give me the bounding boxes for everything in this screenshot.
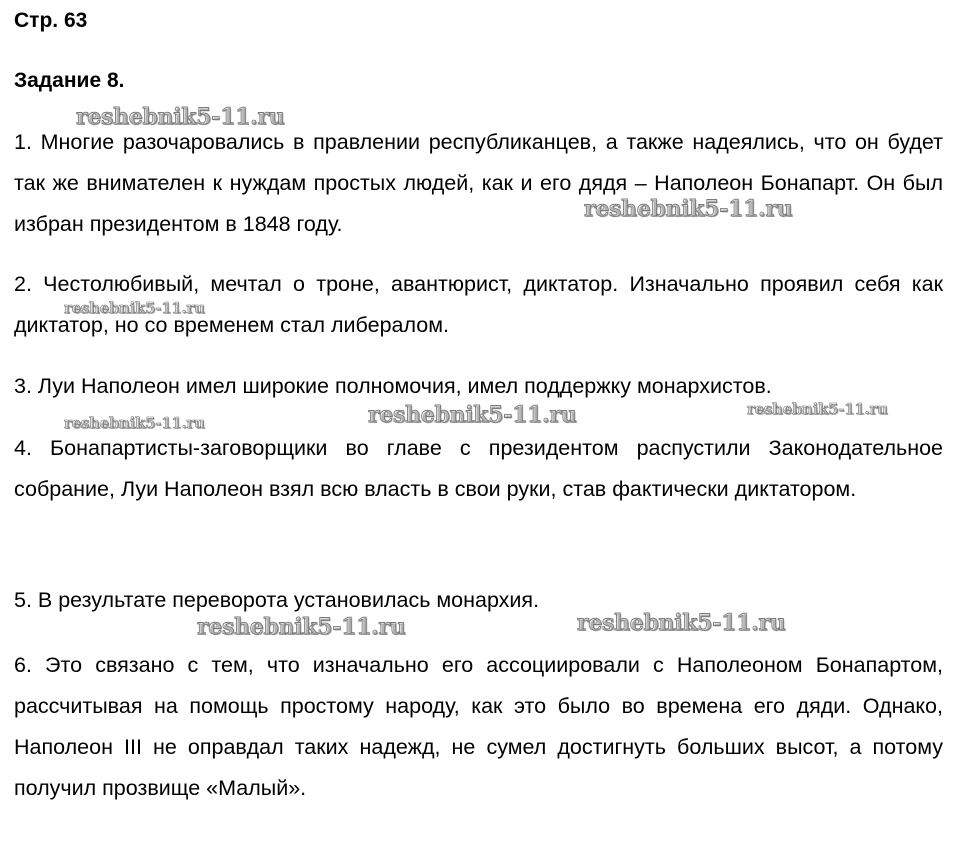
answer-2: 2. Честолюбивый, мечтал о троне, авантюрист, диктатор. Изначально проявил себя как диктатор, но со временем стал либералом. bbox=[14, 272, 943, 337]
answer-1: 1. Многие разочаровались в правлении республиканцев, а также надеялись, что он будет так же внимателен к нуждам простых людей, как и его дядя – Наполеон Бонапарт. Он был избран президентом в 1848 году. bbox=[14, 130, 943, 236]
watermark: reshebnik5-11.ru bbox=[64, 299, 205, 317]
watermark: reshebnik5-11.ru bbox=[577, 610, 786, 636]
watermark: reshebnik5-11.ru bbox=[76, 104, 285, 130]
watermark: reshebnik5-11.ru bbox=[368, 402, 577, 428]
answer-6: 6. Это связано с тем, что изначально его ассоциировали с Наполеоном Бонапартом, рассчитывая на помощь простому народу, как это было во времена его дяди. Однако, Наполеон III не оправдал таких надежд, не сумел достигнуть больших высот, а потому получил прозвище «Малый». bbox=[14, 653, 943, 800]
watermark: reshebnik5-11.ru bbox=[64, 414, 205, 432]
answer-4: 4. Бонапартисты-заговорщики во главе с президентом распустили Законодательное собрание, Луи Наполеон взял всю власть в свои руки, став фактически диктатором. bbox=[14, 436, 943, 501]
answer-5: 5. В результате переворота установилась монархия. bbox=[14, 588, 540, 612]
page-label: Стр. 63 bbox=[14, 9, 88, 32]
watermark: reshebnik5-11.ru bbox=[197, 614, 406, 640]
answer-3: 3. Луи Наполеон имел широкие полномочия, имел поддержку монархистов. bbox=[14, 374, 772, 398]
watermark: reshebnik5-11.ru bbox=[584, 196, 793, 222]
watermark: reshebnik5-11.ru bbox=[747, 400, 888, 418]
task-heading: Задание 8. bbox=[14, 69, 125, 92]
